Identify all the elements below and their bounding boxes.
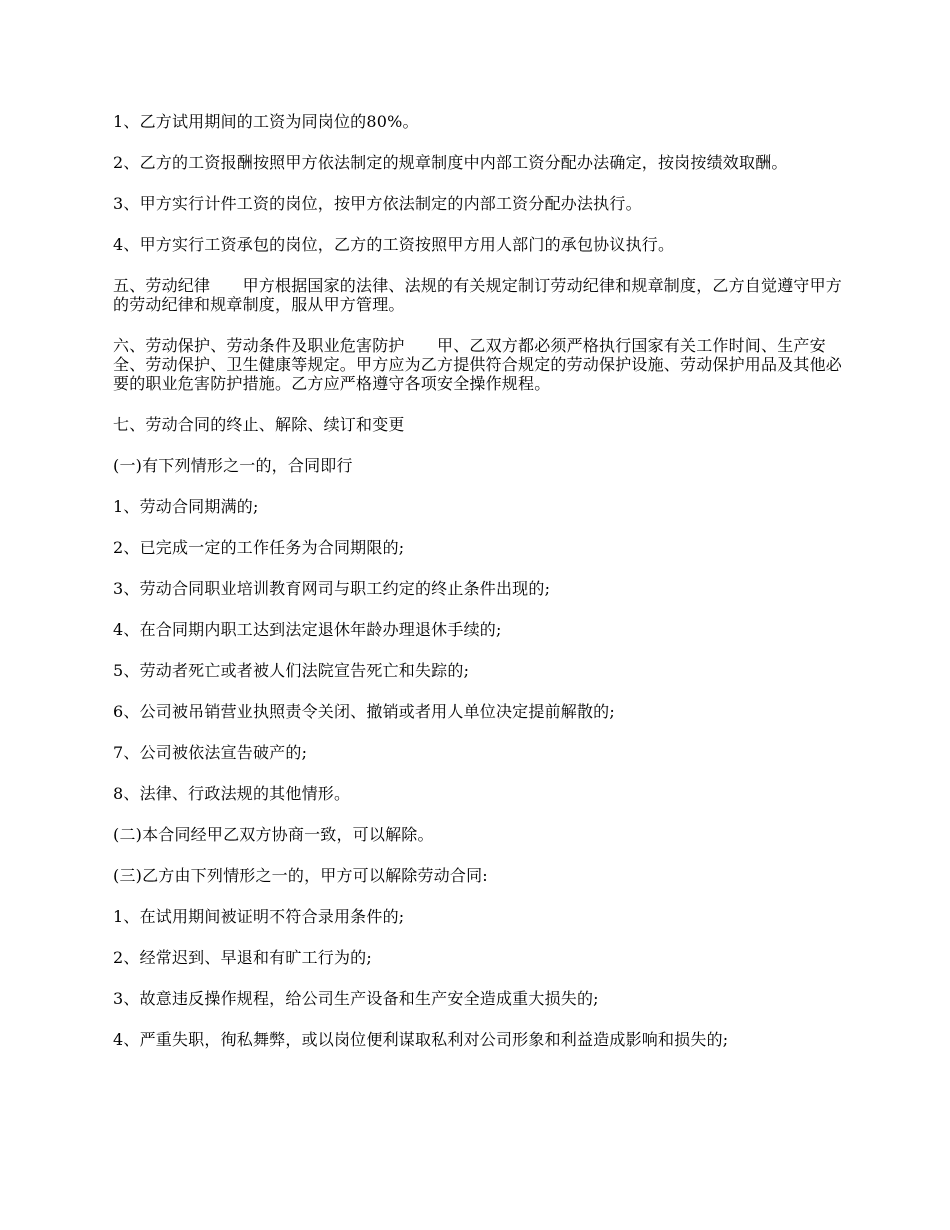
list-item: 1、劳动合同期满的; [113,497,259,516]
list-item: 5、劳动者死亡或者被人们法院宣告死亡和失踪的; [113,661,470,680]
list-item: 6、公司被吊销营业执照责令关闭、撤销或者用人单位决定提前解散的; [113,702,615,721]
list-item: 4、在合同期内职工达到法定退休年龄办理退休手续的; [113,620,502,639]
list-item: 3、劳动合同职业培训教育网司与职工约定的终止条件出现的; [113,579,551,598]
list-item: 3、故意违反操作规程，给公司生产设备和生产安全造成重大损失的; [113,989,599,1008]
list-item: 4、严重失职，徇私舞弊，或以岗位便利谋取私利对公司形象和利益造成影响和损失的; [113,1030,729,1049]
paragraph-salary-rules: 2、乙方的工资报酬按照甲方依法制定的规章制度中内部工资分配办法确定，按岗按绩效取酬。 [113,153,788,172]
list-item: 7、公司被依法宣告破产的; [113,743,308,762]
subsection-employer-dissolution: (三)乙方由下列情形之一的，甲方可以解除劳动合同: [113,866,488,885]
list-item: 2、经常迟到、早退和有旷工行为的; [113,948,372,967]
paragraph-piecework: 3、甲方实行计件工资的岗位，按甲方依法制定的内部工资分配办法执行。 [113,194,642,213]
section-termination-heading: 七、劳动合同的终止、解除、续订和变更 [113,415,405,434]
section-labor-discipline: 五、劳动纪律 甲方根据国家的法律、法规的有关规定制订劳动纪律和规章制度，乙方自觉遵守甲方的劳动纪律和规章制度，服从甲方管理。 [113,276,843,314]
document-page [113,112,853,1071]
list-item: 1、在试用期间被证明不符合录用条件的; [113,907,405,926]
section-labor-protection: 六、劳动保护、劳动条件及职业危害防护 甲、乙双方都必须严格执行国家有关工作时间、生产安全、劳动保护、卫生健康等规定。甲方应为乙方提供符合规定的劳动保护设施、劳动保护用品及其他必要的职业危害防护措施。乙方应严格遵守各项安全操作规程。 [113,336,843,393]
list-item: 8、法律、行政法规的其他情形。 [113,784,351,803]
subsection-termination-cases: (一)有下列情形之一的，合同即行 [113,456,353,475]
paragraph-contract-wage: 4、甲方实行工资承包的岗位，乙方的工资按照甲方用人部门的承包协议执行。 [113,235,675,254]
list-item: 2、已完成一定的工作任务为合同期限的; [113,538,405,557]
paragraph-salary-probation: 1、乙方试用期间的工资为同岗位的80%。 [113,112,419,131]
subsection-mutual-dissolution: (二)本合同经甲乙双方协商一致，可以解除。 [113,825,434,844]
